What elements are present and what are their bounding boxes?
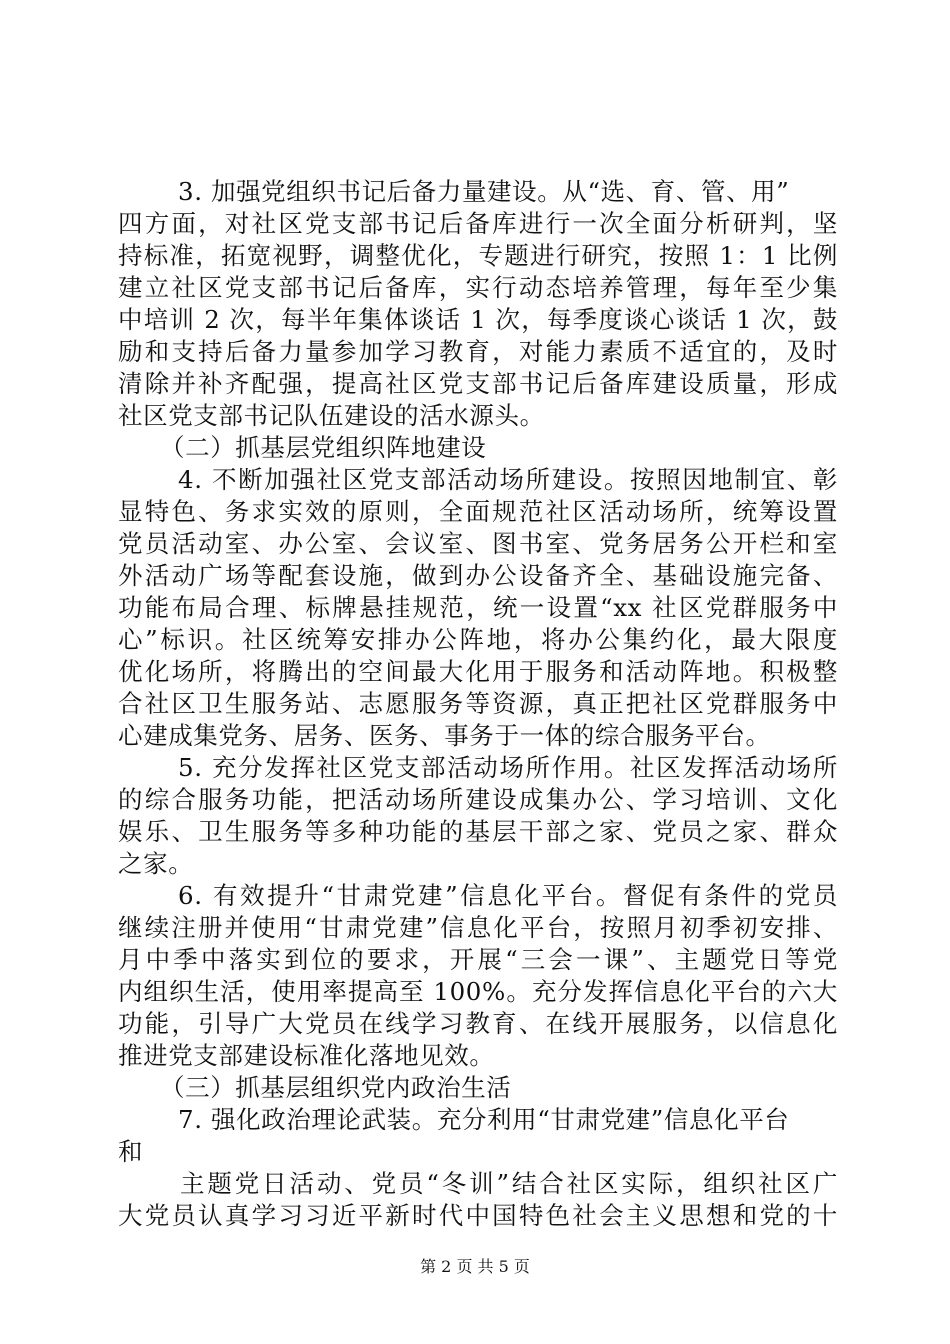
paragraph-line: 推进党支部建设标准化落地见效。	[118, 1041, 495, 1070]
paragraph-line: 继续注册并使用“甘肃党建”信息化平台，按照月初季初安排、	[118, 913, 838, 942]
paragraph-line: 娱乐、卫生服务等多种功能的基层干部之家、党员之家、群众	[118, 817, 838, 846]
paragraph-line: 持标准，拓宽视野，调整优化，专题进行研究，按照 1：1 比例	[118, 241, 838, 270]
paragraph-line: 社区党支部书记队伍建设的活水源头。	[118, 401, 545, 430]
paragraph-line: 5. 充分发挥社区党支部活动场所作用。社区发挥活动场所	[178, 753, 838, 782]
paragraph-line: 6. 有效提升“甘肃党建”信息化平台。督促有条件的党员	[178, 881, 838, 910]
section-heading: （三）抓基层组织党内政治生活	[160, 1073, 512, 1102]
page-number-footer: 第 2 页 共 5 页	[420, 1257, 530, 1276]
paragraph-line: 显特色、务求实效的原则，全面规范社区活动场所，统筹设置	[118, 497, 838, 526]
paragraph-line: 大党员认真学习习近平新时代中国特色社会主义思想和党的十	[118, 1201, 838, 1230]
paragraph-line: 励和支持后备力量参加学习教育，对能力素质不适宜的，及时	[118, 337, 838, 366]
paragraph-line: 功能，引导广大党员在线学习教育、在线开展服务，以信息化	[118, 1009, 838, 1038]
paragraph-line: 之家。	[118, 849, 194, 878]
paragraph-line: 优化场所，将腾出的空间最大化用于服务和活动阵地。积极整	[118, 657, 838, 686]
paragraph-line: 内组织生活，使用率提高至 100%。充分发挥信息化平台的六大	[118, 977, 838, 1006]
paragraph-line: 4. 不断加强社区党支部活动场所建设。按照因地制宜、彰	[178, 465, 838, 494]
paragraph-line: 功能布局合理、标牌悬挂规范，统一设置“xx 社区党群服务中	[118, 593, 838, 622]
paragraph-line: 心”标识。社区统筹安排办公阵地，将办公集约化，最大限度	[118, 625, 838, 654]
paragraph-line: 的综合服务功能，把活动场所建设成集办公、学习培训、文化	[118, 785, 838, 814]
paragraph-line: 7. 强化政治理论武装。充分利用“甘肃党建”信息化平台	[178, 1105, 790, 1134]
section-heading: （二）抓基层党组织阵地建设	[160, 433, 487, 462]
paragraph-line: 清除并补齐配强，提高社区党支部书记后备库建设质量，形成	[118, 369, 838, 398]
paragraph-line: 外活动广场等配套设施，做到办公设备齐全、基础设施完备、	[118, 561, 838, 590]
paragraph-line: 合社区卫生服务站、志愿服务等资源，真正把社区党群服务中	[118, 689, 838, 718]
paragraph-line: 主题党日活动、党员“冬训”结合社区实际，组织社区广	[180, 1169, 838, 1198]
paragraph-line: 月中季中落实到位的要求，开展“三会一课”、主题党日等党	[118, 945, 838, 974]
paragraph-line: 党员活动室、办公室、会议室、图书室、党务居务公开栏和室	[118, 529, 838, 558]
paragraph-line: 四方面，对社区党支部书记后备库进行一次全面分析研判，坚	[118, 209, 838, 238]
paragraph-line: 和	[118, 1137, 144, 1166]
paragraph-line: 心建成集党务、居务、医务、事务于一体的综合服务平台。	[118, 721, 771, 750]
paragraph-line: 建立社区党支部书记后备库，实行动态培养管理，每年至少集	[118, 273, 838, 302]
paragraph-line: 3. 加强党组织书记后备力量建设。从“选、育、管、用”	[178, 177, 790, 206]
paragraph-line: 中培训 2 次，每半年集体谈话 1 次，每季度谈心谈话 1 次，鼓	[118, 305, 838, 334]
